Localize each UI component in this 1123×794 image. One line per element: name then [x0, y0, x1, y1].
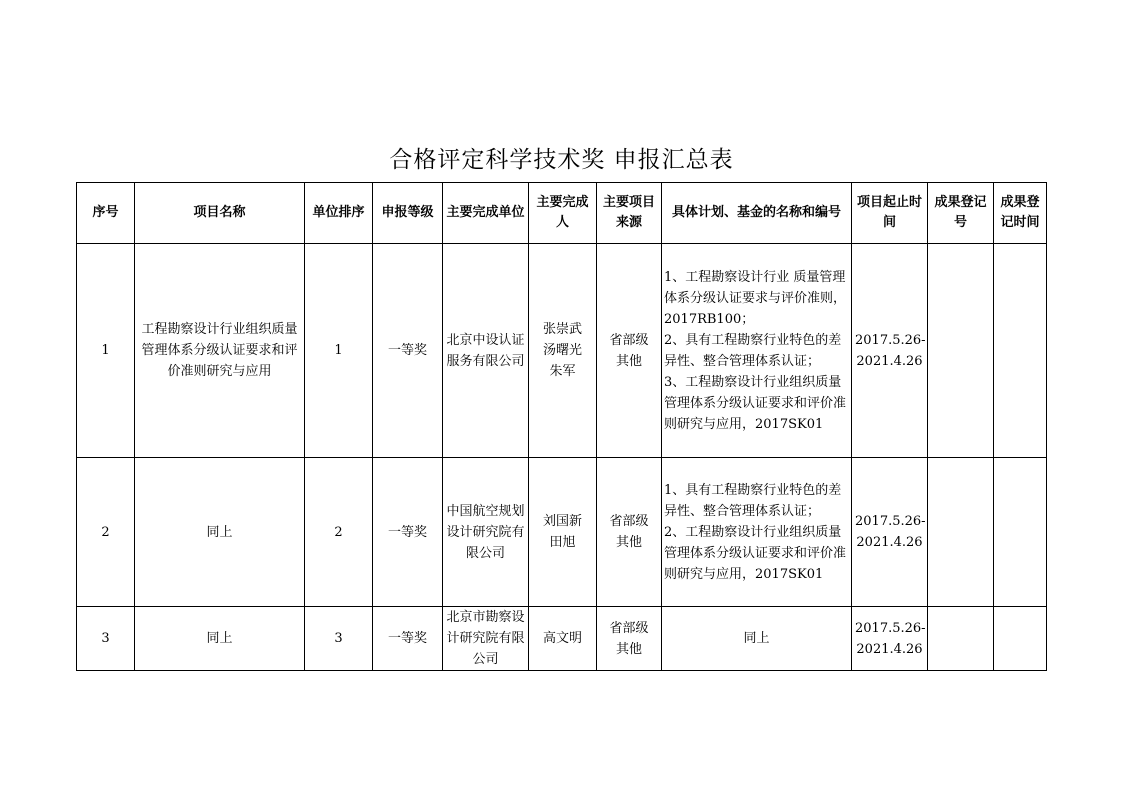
cell-project-name: 工程勘察设计行业组织质量管理体系分级认证要求和评价准则研究与应用 [135, 244, 305, 458]
cell-period: 2017.5.26- 2021.4.26 [852, 607, 928, 671]
cell-unit-order: 1 [305, 244, 373, 458]
cell-project-source: 省部级 其他 [597, 458, 662, 607]
header-reg-time: 成果登 记时间 [994, 183, 1047, 244]
page-title: 合格评定科学技术奖 申报汇总表 [389, 147, 734, 173]
cell-unit-order: 2 [305, 458, 373, 607]
cell-main-persons: 高文明 [529, 607, 597, 671]
header-project-name: 项目名称 [135, 183, 305, 244]
header-period: 项目起止时 间 [852, 183, 928, 244]
cell-seq: 3 [77, 607, 135, 671]
cell-project-source: 省部级 其他 [597, 244, 662, 458]
cell-reg-no [928, 607, 994, 671]
cell-project-name: 同上 [135, 607, 305, 671]
cell-award-level: 一等奖 [373, 244, 443, 458]
header-project-source: 主要项目 来源 [597, 183, 662, 244]
header-unit-order: 单位排序 [305, 183, 373, 244]
cell-reg-time [994, 244, 1047, 458]
table-header-row [77, 183, 1047, 244]
cell-reg-time [994, 458, 1047, 607]
header-seq: 序号 [77, 183, 135, 244]
cell-plan-fund: 同上 [662, 607, 852, 671]
plan-item: 3、工程勘察设计行业组织质量管理体系分级认证要求和评价准则研究与应用，2017SK01 [664, 374, 847, 432]
header-main-persons: 主要完成 人 [529, 183, 597, 244]
cell-main-unit: 北京中设认证服务有限公司 [443, 244, 529, 458]
cell-main-persons: 刘国新 田旭 [529, 458, 597, 607]
plan-item: 2、具有工程勘察行业特色的差异性、整合管理体系认证； [664, 332, 842, 369]
cell-award-level: 一等奖 [373, 607, 443, 671]
table-row [77, 244, 1047, 458]
cell-main-unit: 中国航空规划设计研究院有限公司 [443, 458, 529, 607]
cell-plan-fund [662, 458, 852, 607]
cell-award-level: 一等奖 [373, 458, 443, 607]
cell-reg-no [928, 244, 994, 458]
cell-period: 2017.5.26- 2021.4.26 [852, 244, 928, 458]
cell-unit-order: 3 [305, 607, 373, 671]
table-row [77, 458, 1047, 607]
summary-table [76, 182, 1047, 671]
cell-plan-fund [662, 244, 852, 458]
header-reg-no: 成果登记 号 [928, 183, 994, 244]
cell-reg-time [994, 607, 1047, 671]
plan-item: 1、工程勘察设计行业 质量管理体系分级认证要求与评价准则，2017RB100； [664, 269, 847, 327]
plan-item: 1、具有工程勘察行业特色的差异性、整合管理体系认证； [664, 482, 842, 519]
cell-reg-no [928, 458, 994, 607]
cell-seq: 2 [77, 458, 135, 607]
header-plan-fund: 具体计划、基金的名称和编号 [662, 183, 852, 244]
cell-project-name: 同上 [135, 458, 305, 607]
table-row [77, 607, 1047, 671]
plan-item: 2、工程勘察设计行业组织质量管理体系分级认证要求和评价准则研究与应用，2017SK01 [664, 524, 847, 582]
cell-project-source: 省部级 其他 [597, 607, 662, 671]
cell-period: 2017.5.26- 2021.4.26 [852, 458, 928, 607]
header-award-level: 申报等级 [373, 183, 443, 244]
cell-main-unit: 北京市勘察设计研究院有限公司 [443, 607, 529, 671]
cell-main-persons: 张崇武 汤曙光 朱军 [529, 244, 597, 458]
cell-seq: 1 [77, 244, 135, 458]
header-main-unit: 主要完成单位 [443, 183, 529, 244]
